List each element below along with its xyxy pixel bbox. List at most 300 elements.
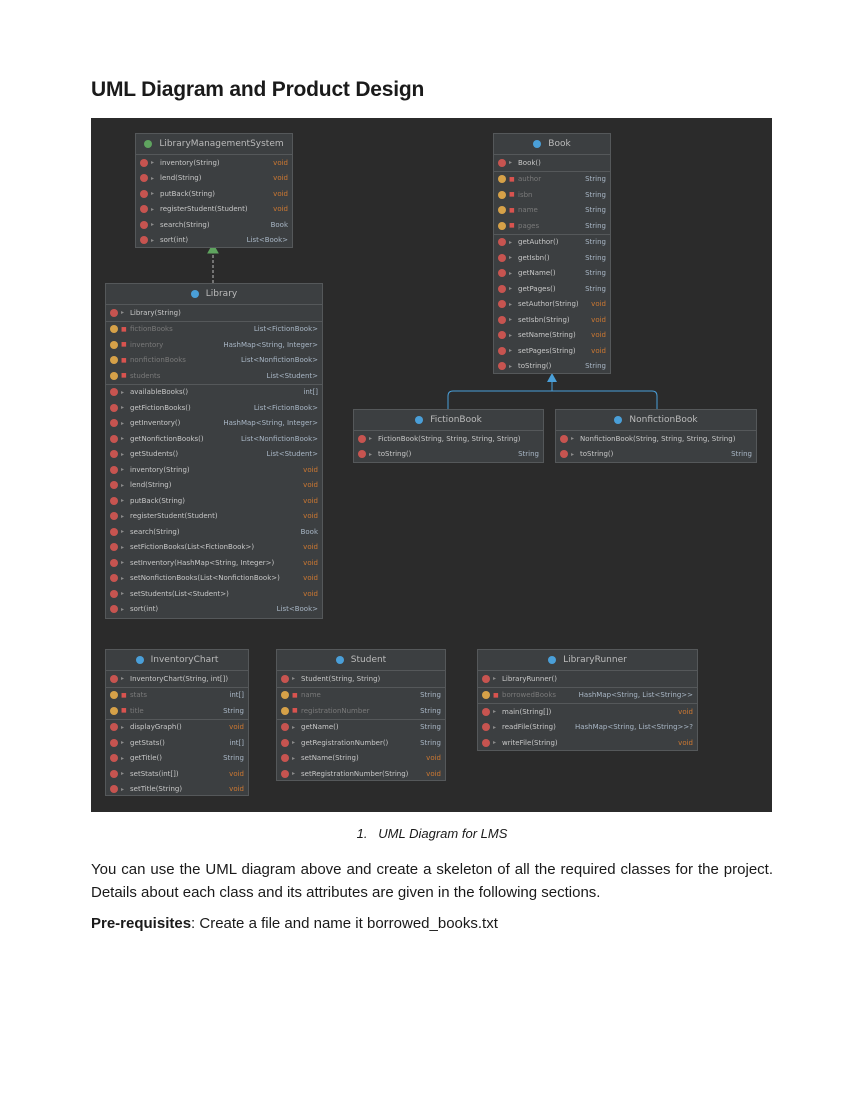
field-icon bbox=[281, 691, 289, 699]
member-type: void bbox=[591, 315, 606, 324]
uml-member-row bbox=[106, 782, 248, 798]
member-type: String bbox=[585, 190, 606, 199]
caption-text: UML Diagram for LMS bbox=[378, 826, 508, 841]
method-icon bbox=[358, 450, 366, 458]
uml-member-row bbox=[277, 751, 445, 767]
field-icon bbox=[281, 707, 289, 715]
class-name: LibraryRunner bbox=[563, 655, 627, 665]
member-name: availableBooks() bbox=[130, 388, 189, 397]
member-name: registrationNumber bbox=[301, 706, 370, 715]
member-type: String bbox=[420, 723, 441, 732]
interface-icon bbox=[144, 140, 152, 148]
uml-member-row bbox=[494, 266, 610, 282]
public-visibility-icon: ▸ bbox=[509, 362, 513, 370]
method-icon bbox=[110, 404, 118, 412]
public-visibility-icon: ▸ bbox=[121, 419, 125, 427]
method-icon bbox=[482, 739, 490, 747]
member-type: String bbox=[420, 738, 441, 747]
class-name: InventoryChart bbox=[150, 655, 219, 665]
prerequisites-text: : Create a file and name it borrowed_books.txt bbox=[191, 915, 498, 932]
public-visibility-icon: ▸ bbox=[121, 675, 125, 683]
uml-member-row bbox=[494, 359, 610, 375]
uml-member-row bbox=[106, 524, 322, 540]
uml-member-row bbox=[494, 297, 610, 313]
member-name: setFictionBooks(List<FictionBook>) bbox=[130, 543, 255, 552]
class-nonfiction-book[interactable] bbox=[555, 409, 757, 463]
private-visibility-icon: ■ bbox=[509, 175, 515, 183]
class-fiction-book[interactable] bbox=[353, 409, 544, 463]
member-name: setIsbn(String) bbox=[518, 315, 570, 324]
public-visibility-icon: ▸ bbox=[292, 754, 296, 762]
member-name: search(String) bbox=[160, 220, 210, 229]
member-name: displayGraph() bbox=[130, 723, 182, 732]
public-visibility-icon: ▸ bbox=[121, 450, 125, 458]
uml-member-row bbox=[106, 305, 322, 321]
uml-member-row bbox=[494, 328, 610, 344]
private-visibility-icon: ■ bbox=[121, 707, 127, 715]
public-visibility-icon: ▸ bbox=[292, 739, 296, 747]
class-inventory-chart[interactable] bbox=[105, 649, 249, 796]
member-type: void bbox=[303, 465, 318, 474]
uml-member-row bbox=[106, 462, 322, 478]
method-icon bbox=[498, 269, 506, 277]
member-type: Book bbox=[300, 527, 318, 536]
class-name: NonfictionBook bbox=[629, 415, 698, 425]
method-icon bbox=[110, 605, 118, 613]
method-icon bbox=[281, 723, 289, 731]
uml-member-row bbox=[494, 281, 610, 297]
public-visibility-icon: ▸ bbox=[121, 481, 125, 489]
member-name: putBack(String) bbox=[130, 496, 185, 505]
public-visibility-icon: ▸ bbox=[509, 269, 513, 277]
method-icon bbox=[110, 388, 118, 396]
method-icon bbox=[110, 739, 118, 747]
method-icon bbox=[140, 236, 148, 244]
member-name: setInventory(HashMap<String, Integer>) bbox=[130, 558, 275, 567]
uml-field-row bbox=[494, 187, 610, 203]
member-name: writeFile(String) bbox=[502, 738, 558, 747]
field-icon bbox=[498, 175, 506, 183]
method-icon bbox=[140, 221, 148, 229]
member-name: lend(String) bbox=[160, 174, 202, 183]
uml-member-row bbox=[277, 766, 445, 782]
member-type: HashMap<String, List<String>> bbox=[578, 691, 693, 700]
member-type: int[] bbox=[229, 691, 244, 700]
member-type: void bbox=[229, 769, 244, 778]
class-icon bbox=[548, 656, 556, 664]
class-icon bbox=[415, 416, 423, 424]
method-icon bbox=[482, 723, 490, 731]
public-visibility-icon: ▸ bbox=[509, 300, 513, 308]
caption-number: 1. bbox=[356, 826, 368, 841]
member-type: List<NonfictionBook> bbox=[240, 356, 318, 365]
class-student[interactable] bbox=[276, 649, 446, 781]
method-icon bbox=[281, 675, 289, 683]
member-type: String bbox=[585, 221, 606, 230]
public-visibility-icon: ▸ bbox=[121, 590, 125, 598]
field-icon bbox=[498, 222, 506, 230]
method-icon bbox=[110, 309, 118, 317]
uml-member-row bbox=[106, 478, 322, 494]
member-name: sort(int) bbox=[160, 236, 189, 245]
member-type: void bbox=[303, 481, 318, 490]
uml-member-row bbox=[106, 493, 322, 509]
member-name: toString() bbox=[580, 450, 614, 459]
method-icon bbox=[140, 205, 148, 213]
uml-field-row bbox=[106, 703, 248, 719]
member-type: void bbox=[273, 189, 288, 198]
uml-member-row bbox=[136, 186, 292, 202]
member-name: Student(String, String) bbox=[301, 674, 381, 683]
uml-member-row bbox=[106, 586, 322, 602]
method-icon bbox=[140, 190, 148, 198]
member-name: getPages() bbox=[518, 284, 556, 293]
method-icon bbox=[110, 497, 118, 505]
public-visibility-icon: ▸ bbox=[121, 785, 125, 793]
member-name: InventoryChart(String, int[]) bbox=[130, 674, 229, 683]
member-name: nonfictionBooks bbox=[130, 356, 186, 365]
uml-member-row bbox=[478, 671, 697, 687]
member-name: name bbox=[301, 691, 321, 700]
public-visibility-icon: ▸ bbox=[151, 159, 155, 167]
member-name: getRegistrationNumber() bbox=[301, 738, 389, 747]
member-type: void bbox=[591, 346, 606, 355]
uml-member-row bbox=[478, 735, 697, 751]
member-name: getStudents() bbox=[130, 450, 179, 459]
member-name: setName(String) bbox=[518, 331, 576, 340]
uml-field-row bbox=[277, 703, 445, 719]
public-visibility-icon: ▸ bbox=[151, 205, 155, 213]
uml-member-row bbox=[494, 235, 610, 251]
public-visibility-icon: ▸ bbox=[493, 675, 497, 683]
member-type: void bbox=[303, 543, 318, 552]
body-paragraph: You can use the UML diagram above and create a skeleton of all the required classes for the project. Details about each class and its attributes are given in the following sections. bbox=[91, 861, 773, 901]
uml-field-row bbox=[106, 353, 322, 369]
uml-member-row bbox=[494, 312, 610, 328]
public-visibility-icon: ▸ bbox=[121, 574, 125, 582]
public-visibility-icon: ▸ bbox=[509, 316, 513, 324]
field-icon bbox=[110, 341, 118, 349]
method-icon bbox=[560, 450, 568, 458]
member-name: Library(String) bbox=[130, 308, 181, 317]
member-name: readFile(String) bbox=[502, 723, 556, 732]
field-icon bbox=[482, 691, 490, 699]
uml-member-row bbox=[494, 250, 610, 266]
member-name: putBack(String) bbox=[160, 189, 215, 198]
member-type: List<Student> bbox=[266, 371, 318, 380]
member-name: search(String) bbox=[130, 527, 180, 536]
member-name: setPages(String) bbox=[518, 346, 576, 355]
method-icon bbox=[110, 770, 118, 778]
member-name: fictionBooks bbox=[130, 325, 173, 334]
public-visibility-icon: ▸ bbox=[151, 221, 155, 229]
member-type: String bbox=[585, 284, 606, 293]
field-icon bbox=[110, 356, 118, 364]
member-name: getName() bbox=[518, 269, 556, 278]
class-icon bbox=[136, 656, 144, 664]
public-visibility-icon: ▸ bbox=[151, 174, 155, 182]
public-visibility-icon: ▸ bbox=[151, 190, 155, 198]
member-name: NonfictionBook(String, String, String, String) bbox=[580, 434, 736, 443]
member-type: List<Book> bbox=[246, 236, 288, 245]
field-icon bbox=[110, 372, 118, 380]
public-visibility-icon: ▸ bbox=[292, 723, 296, 731]
member-type: String bbox=[585, 238, 606, 247]
uml-member-row bbox=[136, 202, 292, 218]
member-name: name bbox=[518, 206, 538, 215]
uml-member-row bbox=[106, 509, 322, 525]
member-type: String bbox=[518, 450, 539, 459]
member-type: String bbox=[420, 706, 441, 715]
private-visibility-icon: ■ bbox=[121, 325, 127, 333]
class-icon bbox=[614, 416, 622, 424]
method-icon bbox=[140, 159, 148, 167]
method-icon bbox=[110, 543, 118, 551]
member-name: registerStudent(Student) bbox=[160, 205, 248, 214]
public-visibility-icon: ▸ bbox=[369, 450, 373, 458]
member-name: setNonfictionBooks(List<NonfictionBook>) bbox=[130, 574, 280, 583]
public-visibility-icon: ▸ bbox=[509, 331, 513, 339]
public-visibility-icon: ▸ bbox=[509, 159, 513, 167]
prerequisites-line bbox=[91, 915, 498, 932]
uml-member-row bbox=[354, 431, 543, 447]
class-book[interactable] bbox=[493, 133, 611, 374]
member-type: void bbox=[303, 496, 318, 505]
uml-member-row bbox=[106, 385, 322, 401]
method-icon bbox=[110, 785, 118, 793]
method-icon bbox=[482, 675, 490, 683]
uml-member-row bbox=[106, 555, 322, 571]
uml-member-row bbox=[136, 155, 292, 171]
public-visibility-icon: ▸ bbox=[121, 512, 125, 520]
class-icon bbox=[336, 656, 344, 664]
public-visibility-icon: ▸ bbox=[121, 435, 125, 443]
prerequisites-label: Pre-requisites bbox=[91, 915, 192, 932]
method-icon bbox=[110, 675, 118, 683]
private-visibility-icon: ■ bbox=[509, 222, 515, 230]
method-icon bbox=[281, 754, 289, 762]
public-visibility-icon: ▸ bbox=[121, 543, 125, 551]
uml-field-row bbox=[494, 203, 610, 219]
uml-member-row bbox=[106, 671, 248, 687]
uml-member-row bbox=[556, 431, 756, 447]
private-visibility-icon: ■ bbox=[493, 691, 499, 699]
public-visibility-icon: ▸ bbox=[121, 605, 125, 613]
uml-member-row bbox=[354, 447, 543, 463]
member-type: List<NonfictionBook> bbox=[240, 434, 318, 443]
uml-member-row bbox=[106, 735, 248, 751]
public-visibility-icon: ▸ bbox=[121, 497, 125, 505]
public-visibility-icon: ▸ bbox=[121, 309, 125, 317]
public-visibility-icon: ▸ bbox=[369, 435, 373, 443]
member-name: Book() bbox=[518, 158, 541, 167]
class-name: Library bbox=[205, 289, 238, 299]
uml-field-row bbox=[494, 172, 610, 188]
private-visibility-icon: ■ bbox=[509, 191, 515, 199]
member-type: void bbox=[303, 574, 318, 583]
member-type: HashMap<String, List<String>>? bbox=[574, 723, 693, 732]
method-icon bbox=[140, 174, 148, 182]
uml-member-row bbox=[136, 171, 292, 187]
method-icon bbox=[110, 466, 118, 474]
public-visibility-icon: ▸ bbox=[509, 347, 513, 355]
public-visibility-icon: ▸ bbox=[151, 236, 155, 244]
public-visibility-icon: ▸ bbox=[121, 404, 125, 412]
method-icon bbox=[281, 739, 289, 747]
uml-member-row bbox=[106, 766, 248, 782]
member-name: lend(String) bbox=[130, 481, 172, 490]
uml-member-row bbox=[136, 217, 292, 233]
class-library-management-system[interactable] bbox=[135, 133, 293, 248]
method-icon bbox=[560, 435, 568, 443]
member-name: getInventory() bbox=[130, 419, 181, 428]
public-visibility-icon: ▸ bbox=[121, 770, 125, 778]
member-type: HashMap<String, Integer> bbox=[223, 419, 318, 428]
member-type: void bbox=[273, 158, 288, 167]
member-name: setAuthor(String) bbox=[518, 300, 579, 309]
member-name: main(String[]) bbox=[502, 707, 552, 716]
method-icon bbox=[110, 528, 118, 536]
method-icon bbox=[498, 254, 506, 262]
page-heading: UML Diagram and Product Design bbox=[91, 78, 425, 101]
member-type: Book bbox=[270, 220, 288, 229]
public-visibility-icon: ▸ bbox=[571, 435, 575, 443]
class-name: LibraryManagementSystem bbox=[159, 139, 284, 149]
member-type: String bbox=[585, 206, 606, 215]
member-name: setRegistrationNumber(String) bbox=[301, 769, 409, 778]
uml-member-row bbox=[106, 602, 322, 618]
uml-member-row bbox=[106, 540, 322, 556]
member-type: int[] bbox=[303, 388, 318, 397]
member-name: getNonfictionBooks() bbox=[130, 434, 204, 443]
method-icon bbox=[482, 708, 490, 716]
class-library-runner[interactable] bbox=[477, 649, 698, 751]
method-icon bbox=[110, 590, 118, 598]
member-name: getStats() bbox=[130, 738, 165, 747]
uml-field-row bbox=[494, 218, 610, 234]
public-visibility-icon: ▸ bbox=[509, 254, 513, 262]
member-type: List<Student> bbox=[266, 450, 318, 459]
member-name: getTitle() bbox=[130, 754, 162, 763]
member-name: students bbox=[130, 371, 161, 380]
member-name: getName() bbox=[301, 723, 339, 732]
public-visibility-icon: ▸ bbox=[121, 754, 125, 762]
member-name: borrowedBooks bbox=[502, 691, 557, 700]
uml-member-row bbox=[556, 447, 756, 463]
public-visibility-icon: ▸ bbox=[292, 770, 296, 778]
field-icon bbox=[498, 206, 506, 214]
member-name: stats bbox=[130, 691, 148, 700]
method-icon bbox=[110, 723, 118, 731]
uml-member-row bbox=[478, 704, 697, 720]
member-name: toString() bbox=[378, 450, 412, 459]
member-type: int[] bbox=[229, 738, 244, 747]
method-icon bbox=[498, 300, 506, 308]
member-type: void bbox=[273, 174, 288, 183]
member-type: List<Book> bbox=[276, 605, 318, 614]
class-icon bbox=[533, 140, 541, 148]
method-icon bbox=[110, 450, 118, 458]
uml-member-row bbox=[106, 431, 322, 447]
field-icon bbox=[110, 691, 118, 699]
private-visibility-icon: ■ bbox=[121, 341, 127, 349]
uml-member-row bbox=[106, 751, 248, 767]
field-icon bbox=[110, 707, 118, 715]
private-visibility-icon: ■ bbox=[121, 372, 127, 380]
member-type: void bbox=[678, 707, 693, 716]
public-visibility-icon: ▸ bbox=[571, 450, 575, 458]
inheritance-arrowhead bbox=[547, 373, 557, 382]
method-icon bbox=[110, 419, 118, 427]
member-type: void bbox=[426, 769, 441, 778]
member-name: setTitle(String) bbox=[130, 785, 183, 794]
member-name: inventory(String) bbox=[130, 465, 190, 474]
method-icon bbox=[110, 435, 118, 443]
method-icon bbox=[358, 435, 366, 443]
class-library[interactable] bbox=[105, 283, 323, 619]
public-visibility-icon: ▸ bbox=[292, 675, 296, 683]
uml-member-row bbox=[106, 400, 322, 416]
field-icon bbox=[498, 191, 506, 199]
member-name: inventory(String) bbox=[160, 158, 220, 167]
private-visibility-icon: ■ bbox=[121, 691, 127, 699]
uml-member-row bbox=[106, 571, 322, 587]
member-type: String bbox=[731, 450, 752, 459]
class-name: FictionBook bbox=[430, 415, 482, 425]
public-visibility-icon: ▸ bbox=[121, 559, 125, 567]
member-name: getFictionBooks() bbox=[130, 403, 191, 412]
method-icon bbox=[110, 754, 118, 762]
member-type: String bbox=[585, 269, 606, 278]
method-icon bbox=[498, 362, 506, 370]
public-visibility-icon: ▸ bbox=[121, 528, 125, 536]
method-icon bbox=[498, 347, 506, 355]
uml-member-row bbox=[106, 447, 322, 463]
member-name: setStudents(List<Student>) bbox=[130, 589, 229, 598]
class-name: Student bbox=[350, 655, 387, 665]
private-visibility-icon: ■ bbox=[292, 707, 298, 715]
uml-field-row bbox=[106, 368, 322, 384]
member-type: String bbox=[585, 175, 606, 184]
member-type: String bbox=[585, 253, 606, 262]
member-name: pages bbox=[518, 221, 540, 230]
figure-caption bbox=[0, 826, 864, 841]
member-type: List<FictionBook> bbox=[253, 403, 318, 412]
uml-member-row bbox=[106, 416, 322, 432]
member-name: sort(int) bbox=[130, 605, 159, 614]
member-name: getIsbn() bbox=[518, 253, 550, 262]
member-name: registerStudent(Student) bbox=[130, 512, 218, 521]
field-icon bbox=[110, 325, 118, 333]
uml-field-row bbox=[478, 688, 697, 704]
method-icon bbox=[498, 285, 506, 293]
member-type: void bbox=[678, 738, 693, 747]
member-name: toString() bbox=[518, 362, 552, 371]
member-type: String bbox=[420, 691, 441, 700]
member-type: void bbox=[303, 512, 318, 521]
public-visibility-icon: ▸ bbox=[493, 723, 497, 731]
uml-member-row bbox=[277, 720, 445, 736]
method-icon bbox=[110, 481, 118, 489]
member-type: void bbox=[591, 300, 606, 309]
method-icon bbox=[110, 559, 118, 567]
member-type: void bbox=[591, 331, 606, 340]
member-name: LibraryRunner() bbox=[502, 674, 557, 683]
uml-field-row bbox=[106, 322, 322, 338]
inheritance-line-fiction bbox=[448, 391, 657, 409]
member-name: author bbox=[518, 175, 542, 184]
member-type: String bbox=[223, 754, 244, 763]
